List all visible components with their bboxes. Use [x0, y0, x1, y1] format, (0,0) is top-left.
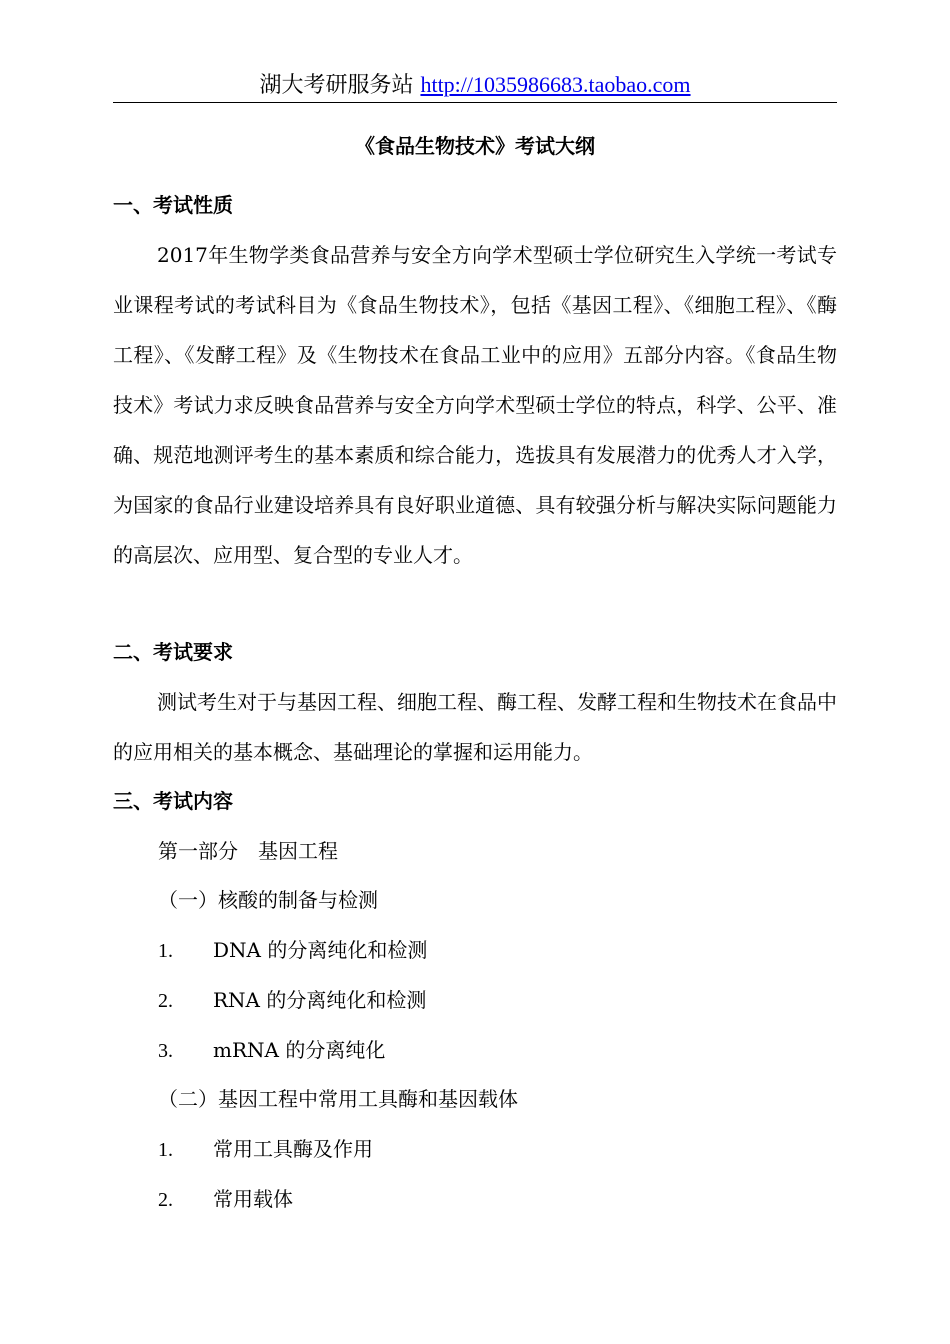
- list-item-number: 1.: [158, 940, 173, 962]
- list-item-number: 3.: [158, 1040, 173, 1062]
- page-header: [113, 68, 837, 102]
- list-item-number: 2.: [158, 1189, 173, 1211]
- list-item-text: RNA 的分离纯化和检测: [213, 988, 427, 1012]
- section-paragraph-requirements: 测试考生对于与基因工程、细胞工程、酶工程、发酵工程和生物技术在食品中的应用相关的基本概念、基础理论的掌握和运用能力。: [113, 690, 837, 764]
- section-heading-requirements: 二、考试要求: [113, 640, 233, 664]
- list-item-text: mRNA 的分离纯化: [213, 1038, 386, 1062]
- header-url-link[interactable]: http://1035986683.taobao.com: [420, 72, 691, 97]
- header-site-name: 湖大考研服务站: [259, 73, 414, 98]
- list-item: [158, 984, 426, 1017]
- section-paragraph-nature: 2017年生物学类食品营养与安全方向学术型硕士学位研究生入学统一考试专业课程考试的考试科目为《食品生物技术》，包括《基因工程》、《细胞工程》、《酶工程》、《发酵工程》及《生物技术在食品工业中的应用》五部分内容。《食品生物技术》考试力求反映食品营养与安全方向学术型硕士学位的特点，科学、公平、准确、规范地测评考生的基本素质和综合能力，选拔具有发展潜力的优秀人才入学，为国家的食品行业建设培养具有良好职业道德、具有较强分析与解决实际问题能力的高层次、应用型、复合型的专业人才。: [113, 243, 837, 567]
- list-item-text: 常用载体: [213, 1187, 293, 1211]
- list-item-text: DNA 的分离纯化和检测: [213, 938, 428, 962]
- list-item: [158, 1133, 373, 1166]
- list-item: [158, 1183, 293, 1216]
- list-item-text: 常用工具酶及作用: [213, 1137, 373, 1161]
- list-item-number: 1.: [158, 1139, 173, 1161]
- list-item: [158, 1034, 385, 1067]
- subsection-title: （一）核酸的制备与检测: [158, 888, 378, 912]
- section-heading-nature: 一、考试性质: [113, 193, 233, 217]
- section-heading-content: 三、考试内容: [113, 789, 233, 813]
- document-title: 《食品生物技术》考试大纲: [355, 134, 595, 158]
- header-divider: [113, 102, 837, 103]
- list-item-number: 2.: [158, 990, 173, 1012]
- list-item: [158, 934, 427, 967]
- subsection-title: （二）基因工程中常用工具酶和基因载体: [158, 1087, 518, 1111]
- part-heading: 第一部分 基因工程: [158, 839, 338, 863]
